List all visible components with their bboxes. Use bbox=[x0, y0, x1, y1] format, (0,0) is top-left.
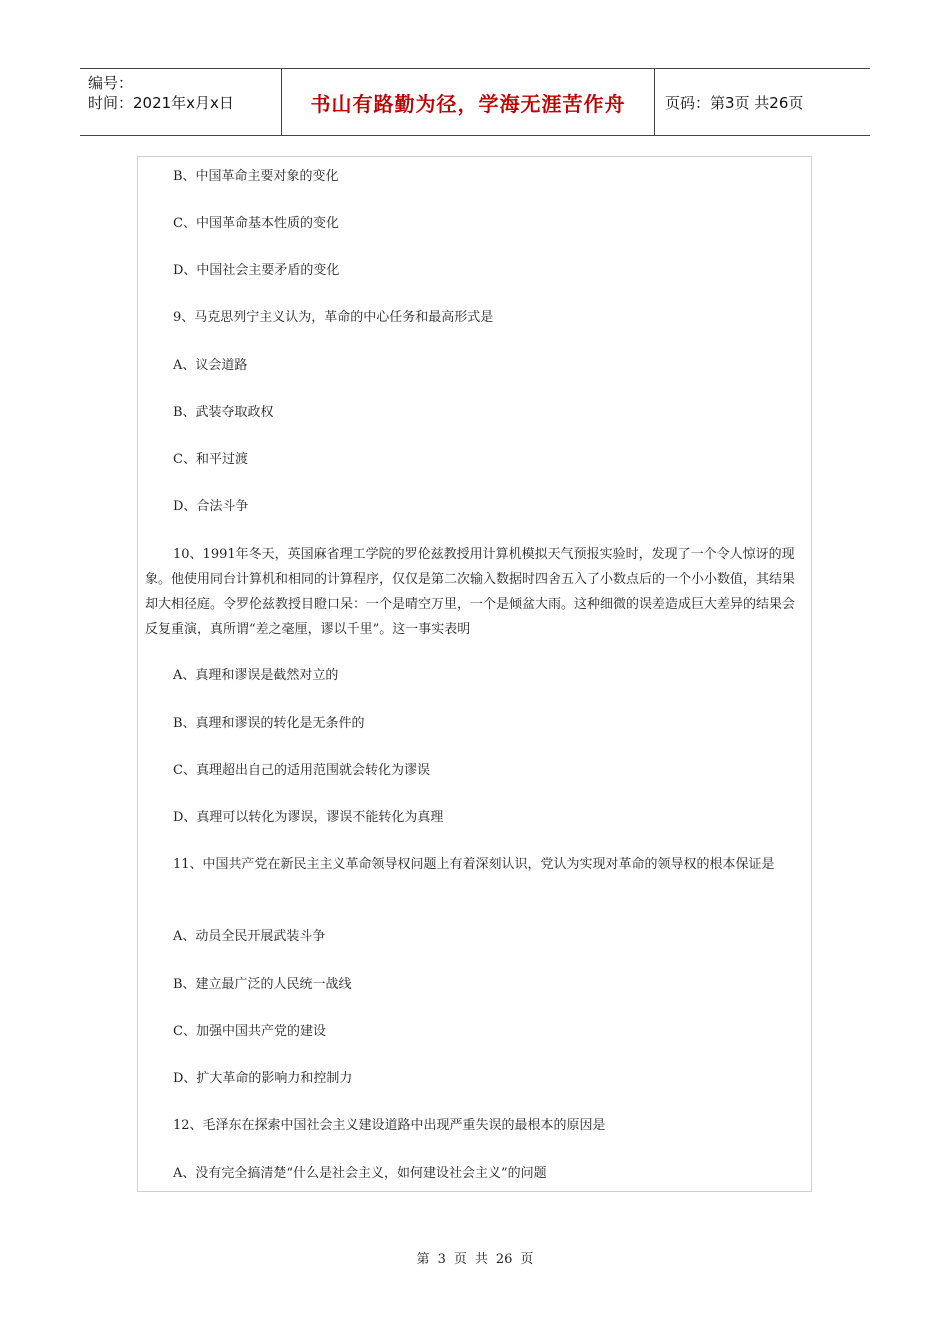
footer-total-pages: 26 bbox=[495, 1252, 513, 1267]
option-9d: D、合法斗争 bbox=[173, 499, 249, 514]
option-9c: C、和平过渡 bbox=[173, 452, 248, 467]
option-10d: D、真理可以转化为谬误，谬误不能转化为真理 bbox=[173, 810, 444, 825]
option-10a: A、真理和谬误是截然对立的 bbox=[173, 668, 339, 683]
number-label: 编号： bbox=[88, 74, 134, 92]
option-10c: C、真理超出自己的适用范围就会转化为谬误 bbox=[173, 763, 430, 778]
option-9b: B、武装夺取政权 bbox=[173, 405, 274, 420]
question-10: 10、1991年冬天，英国麻省理工学院的罗伦兹教授用计算机模拟天气预报实验时，发现了一个令人惊讶的现象。他使用同台计算机和相同的计算程序，仅仅是第二次输入数据时四舍五入了小数点后的一个小小数值，其结果却大相径庭。令罗伦兹教授目瞪口呆：一个是晴空万里，一个是倾盆大雨。这种细微的误差造成巨大差异的结果会反复重演，真所谓“差之毫厘，谬以千里”。这一事实表明 bbox=[145, 547, 796, 637]
footer-ye2: 页 bbox=[520, 1252, 534, 1267]
option-10b: B、真理和谬误的转化是无条件的 bbox=[173, 716, 365, 731]
page-header bbox=[80, 68, 870, 136]
page-footer bbox=[0, 1248, 950, 1267]
header-motto: 书山有路勤为径，学海无涯苦作舟 bbox=[282, 69, 655, 135]
document-body bbox=[137, 156, 812, 1192]
option-11a: A、动员全民开展武装斗争 bbox=[173, 929, 326, 944]
question-11: 11、中国共产党在新民主主义革命领导权问题上有着深刻认识，党认为实现对革命的领导权的根本保证是 bbox=[173, 857, 775, 872]
footer-gong: 共 bbox=[474, 1252, 488, 1267]
option-11c: C、加强中国共产党的建设 bbox=[173, 1024, 326, 1039]
time-label: 时间：2021年x月x日 bbox=[88, 94, 234, 112]
footer-di: 第 bbox=[416, 1252, 430, 1267]
footer-current-page: 3 bbox=[437, 1252, 446, 1267]
question-12: 12、毛泽东在探索中国社会主义建设道路中出现严重失误的最根本的原因是 bbox=[173, 1118, 606, 1133]
option-11d: D、扩大革命的影响力和控制力 bbox=[173, 1071, 353, 1086]
option-8c: C、中国革命基本性质的变化 bbox=[173, 216, 339, 231]
option-8d: D、中国社会主要矛盾的变化 bbox=[173, 263, 340, 278]
header-meta bbox=[80, 69, 282, 135]
option-12a: A、没有完全搞清楚“什么是社会主义，如何建设社会主义”的问题 bbox=[173, 1166, 547, 1181]
option-11b: B、建立最广泛的人民统一战线 bbox=[173, 977, 352, 992]
header-page-info: 页码：第3页 共26页 bbox=[665, 93, 804, 112]
footer-ye: 页 bbox=[453, 1252, 467, 1267]
option-9a: A、议会道路 bbox=[173, 358, 248, 373]
question-9: 9、马克思列宁主义认为，革命的中心任务和最高形式是 bbox=[173, 310, 494, 325]
option-8b: B、中国革命主要对象的变化 bbox=[173, 169, 339, 184]
